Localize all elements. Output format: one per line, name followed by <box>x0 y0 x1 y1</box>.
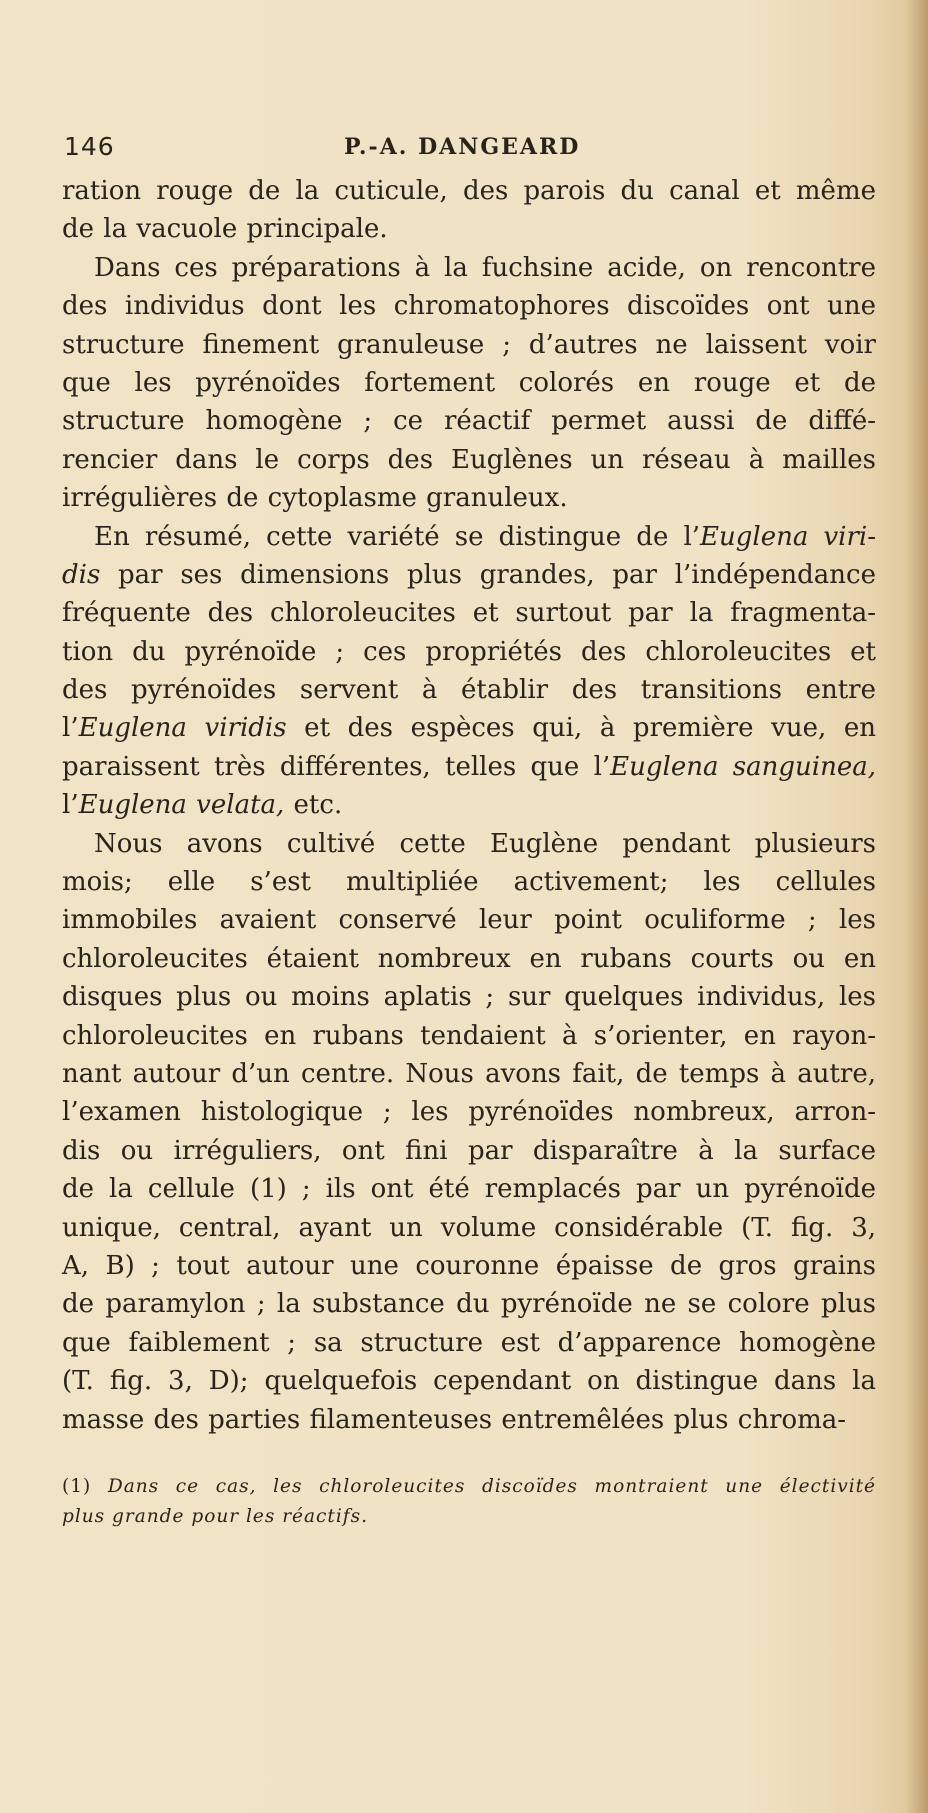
text-line <box>62 594 876 632</box>
text-segment: par ses dimensions plus grandes, par l’indépendance <box>100 559 876 590</box>
text-line <box>62 172 876 210</box>
text-line <box>62 441 876 479</box>
text-line <box>62 364 876 402</box>
text-segment: Dans ces préparations à la fuchsine acide, on rencontre <box>94 252 876 283</box>
text-segment: immobiles avaient conservé leur point oculiforme ; les <box>62 905 876 936</box>
text-line <box>62 901 876 939</box>
text-segment: dis ou irréguliers, ont fini par disparaître à la surface <box>62 1135 876 1166</box>
text-line <box>62 709 876 747</box>
text-line <box>62 1017 876 1055</box>
text-line <box>62 1055 876 1093</box>
italic-taxon: Euglena velata, <box>78 790 285 821</box>
running-head: P.-A. DANGEARD <box>344 134 581 160</box>
text-line <box>62 556 876 594</box>
text-segment: chloroleucites étaient nombreux en rubans courts ou en <box>62 943 876 974</box>
text-segment: que les pyrénoïdes fortement colorés en rouge et de <box>62 367 876 398</box>
text-line <box>62 1247 876 1285</box>
text-segment: l’examen histologique ; les pyrénoïdes nombreux, arron- <box>62 1097 876 1128</box>
text-segment: En résumé, cette variété se distingue de l’ <box>94 521 701 552</box>
text-line <box>62 479 876 517</box>
text-line <box>62 748 876 786</box>
text-line <box>62 1132 876 1170</box>
text-line <box>62 287 876 325</box>
text-line <box>62 326 876 364</box>
text-segment: des individus dont les chromatophores discoïdes ont une <box>62 291 876 322</box>
italic-taxon: dis <box>62 559 101 590</box>
text-line <box>62 249 876 287</box>
text-line <box>62 1324 876 1362</box>
text-segment: irrégulières de cytoplasme granuleux. <box>62 483 568 514</box>
text-line <box>62 1285 876 1323</box>
text-segment: chloroleucites en rubans tendaient à s’orienter, en rayon- <box>62 1020 876 1051</box>
text-line <box>62 210 876 248</box>
text-segment: masse des parties filamenteuses entremêlées plus chroma- <box>62 1404 847 1435</box>
italic-taxon: Euglena viridis <box>78 713 287 744</box>
text-segment: l’ <box>62 713 79 744</box>
text-segment: des pyrénoïdes servent à établir des transitions entre <box>62 675 876 706</box>
page-number: 146 <box>64 132 115 161</box>
text-segment: structure finement granuleuse ; d’autres ne laissent voir <box>62 329 876 360</box>
text-segment: Nous avons cultivé cette Euglène pendant plusieurs <box>94 828 876 859</box>
text-line <box>62 1170 876 1208</box>
footnote-line <box>62 1472 876 1502</box>
body-text <box>62 172 876 1439</box>
text-segment: fréquente des chloroleucites et surtout par la fragmenta- <box>62 598 876 629</box>
text-segment: etc. <box>284 790 343 821</box>
text-segment: de la vacuole principale. <box>62 214 388 245</box>
text-line <box>62 1362 876 1400</box>
text-segment: paraissent très différentes, telles que l’ <box>62 751 611 782</box>
italic-taxon: Euglena sanguinea, <box>610 751 876 782</box>
text-line <box>62 1093 876 1131</box>
text-segment: tion du pyrénoïde ; ces propriétés des chloroleucites et <box>62 636 876 667</box>
text-segment: unique, central, ayant un volume considérable (T. fig. 3, <box>62 1212 876 1243</box>
text-segment: A, B) ; tout autour une couronne épaisse de gros grains <box>62 1250 876 1281</box>
footnote-text-2: plus grande pour les réactifs. <box>62 1506 368 1527</box>
text-segment: disques plus ou moins aplatis ; sur quelques individus, les <box>62 982 876 1013</box>
text-line <box>62 978 876 1016</box>
text-segment: que faiblement ; sa structure est d’apparence homogène <box>62 1327 876 1358</box>
footnote <box>62 1472 876 1532</box>
text-segment: ration rouge de la cuticule, des parois du canal et même <box>62 176 876 206</box>
italic-taxon: Euglena viri- <box>700 521 876 552</box>
text-segment: structure homogène ; ce réactif permet aussi de diffé- <box>62 406 876 437</box>
text-segment: de la cellule (1) ; ils ont été remplacés par un pyrénoïde <box>62 1174 876 1205</box>
text-segment: mois; elle s’est multipliée activement; les cellules <box>62 867 876 898</box>
text-line <box>62 786 876 824</box>
page-header <box>64 132 874 162</box>
text-segment: et des espèces qui, à première vue, en <box>286 713 876 744</box>
footnote-line <box>62 1502 876 1532</box>
text-segment: de paramylon ; la substance du pyrénoïde ne se colore plus <box>62 1289 876 1320</box>
text-line <box>62 671 876 709</box>
text-line <box>62 863 876 901</box>
text-line <box>62 402 876 440</box>
text-line <box>62 940 876 978</box>
text-line <box>62 825 876 863</box>
footnote-number: (1) <box>62 1476 92 1497</box>
text-segment: (T. fig. 3, D); quelquefois cependant on distingue dans la <box>62 1366 876 1397</box>
text-segment: rencier dans le corps des Euglènes un réseau à mailles <box>62 444 876 475</box>
page-edge-shadow <box>906 0 928 1813</box>
text-line <box>62 518 876 556</box>
text-line <box>62 1209 876 1247</box>
text-line <box>62 1401 876 1439</box>
text-segment: nant autour d’un centre. Nous avons fait, de temps à autre, <box>62 1058 876 1089</box>
footnote-text-1: Dans ce cas, les chloroleucites discoïdes montraient une électivité <box>107 1476 876 1497</box>
text-segment: l’ <box>62 790 79 821</box>
text-line <box>62 633 876 671</box>
